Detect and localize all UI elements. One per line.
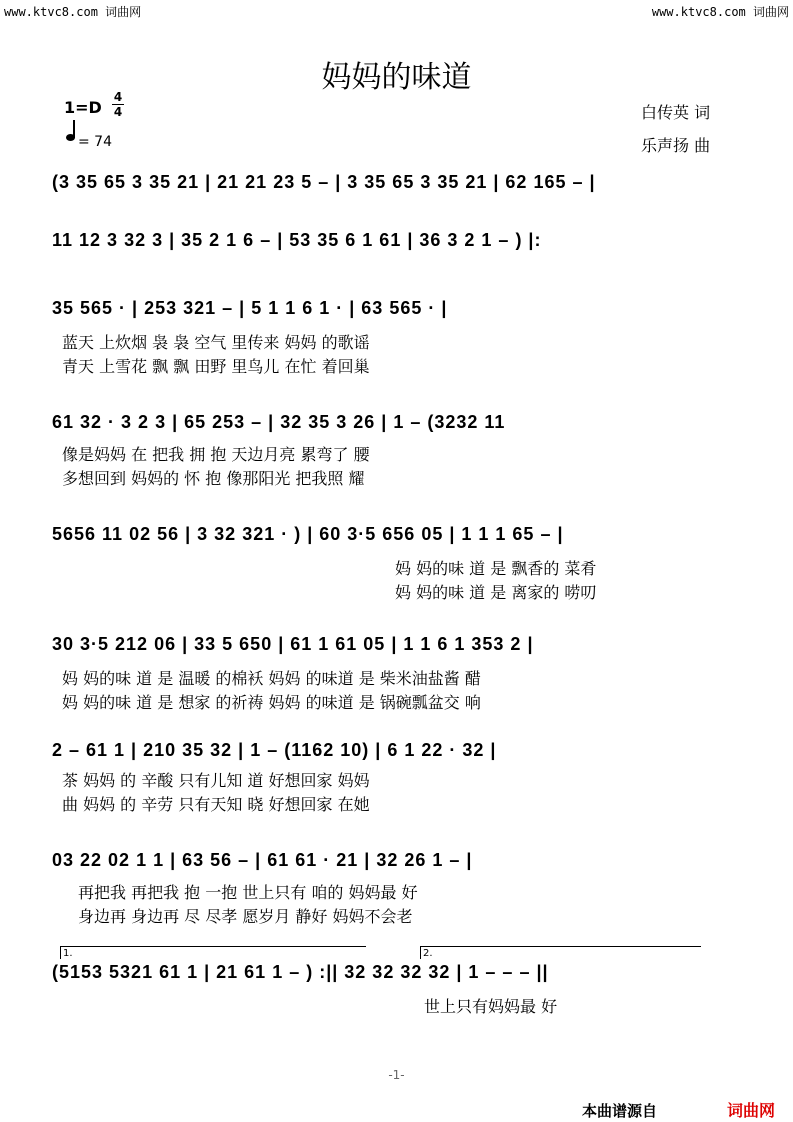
staff-line-1: (3 35 65 3 35 21 | 21 21 23 5 – | 3 35 65 3 35 21 | 62 165 – | <box>52 172 596 192</box>
time-signature <box>112 90 124 119</box>
lyric-row8-verse1: 再把我 再把我 抱 一抱 世上只有 咱的 妈妈最 好 <box>78 883 418 902</box>
staff-line-2: 11 12 3 32 3 | 35 2 1 6 – | 53 35 6 1 61 | 36 3 2 1 – ) |: <box>52 230 542 250</box>
lyric-row5-verse2: 妈 妈的味 道 是 离家的 唠叨 <box>395 583 597 602</box>
lyric-row9: 世上只有妈妈最 好 <box>424 997 558 1016</box>
source-note: 本曲谱源自 <box>582 1102 658 1120</box>
lyric-row3-verse1: 蓝天 上炊烟 袅 袅 空气 里传来 妈妈 的歌谣 <box>62 333 370 352</box>
lyric-row4-verse1: 像是妈妈 在 把我 拥 抱 天边月亮 累弯了 腰 <box>62 445 370 464</box>
staff-line-7: 2 – 61 1 | 210 35 32 | 1 – (1162 10) | 6 1 22 · 32 | <box>52 740 497 760</box>
staff-line-4: 61 32 · 3 2 3 | 65 253 – | 32 35 3 26 | 1 – (3232 11 <box>52 412 506 432</box>
tempo: = 74 <box>78 134 112 150</box>
lyric-row7-verse2: 曲 妈妈 的 辛劳 只有天知 晓 好想回家 在她 <box>62 795 370 814</box>
lyric-row6-verse1: 妈 妈的味 道 是 温暖 的棉袄 妈妈 的味道 是 柴米油盐酱 醋 <box>62 669 481 688</box>
staff-line-8: 03 22 02 1 1 | 63 56 – | 61 61 · 21 | 32 26 1 – | <box>52 850 473 870</box>
key-signature: 1=D <box>64 98 102 117</box>
header-left-site: www.ktvc8.com 词曲网 <box>4 5 142 19</box>
time-sig-top: 4 <box>113 90 123 104</box>
lyric-row6-verse2: 妈 妈的味 道 是 想家 的祈祷 妈妈 的味道 是 锅碗瓢盆交 响 <box>62 693 481 712</box>
volta-2-bracket <box>420 946 701 959</box>
site-logo: 词曲网 <box>727 1101 776 1120</box>
lyric-row3-verse2: 青天 上雪花 飘 飘 田野 里鸟儿 在忙 着回巢 <box>62 357 370 376</box>
quarter-note-stem <box>73 120 75 138</box>
composer: 乐声扬 曲 <box>641 136 711 155</box>
volta-2-label: 2. <box>423 948 433 959</box>
page-number: -1- <box>388 1068 405 1082</box>
lyric-row5-verse1: 妈 妈的味 道 是 飘香的 菜肴 <box>395 559 597 578</box>
lyricist: 白传英 词 <box>641 103 711 122</box>
staff-line-6: 30 3·5 212 06 | 33 5 650 | 61 1 61 05 | 1 1 6 1 353 2 | <box>52 634 534 654</box>
time-sig-bottom: 4 <box>113 105 123 119</box>
lyric-row8-verse2: 身边再 身边再 尽 尽孝 愿岁月 静好 妈妈不会老 <box>78 907 413 926</box>
staff-line-5: 5656 11 02 56 | 3 32 321 · ) | 60 3·5 656 05 | 1 1 1 65 – | <box>52 524 564 544</box>
song-title: 妈妈的味道 <box>321 60 472 95</box>
lyric-row4-verse2: 多想回到 妈妈的 怀 抱 像那阳光 把我照 耀 <box>62 469 365 488</box>
lyric-row7-verse1: 茶 妈妈 的 辛酸 只有儿知 道 好想回家 妈妈 <box>62 771 370 790</box>
header-right-site: www.ktvc8.com 词曲网 <box>651 5 789 19</box>
volta-1-bracket <box>60 946 366 959</box>
volta-1-label: 1. <box>63 948 73 959</box>
staff-line-3: 35 565 · | 253 321 – | 5 1 1 6 1 · | 63 565 · | <box>52 298 448 318</box>
staff-line-9: (5153 5321 61 1 | 21 61 1 – ) :|| 32 32 32 32 | 1 – – – || <box>52 962 549 982</box>
